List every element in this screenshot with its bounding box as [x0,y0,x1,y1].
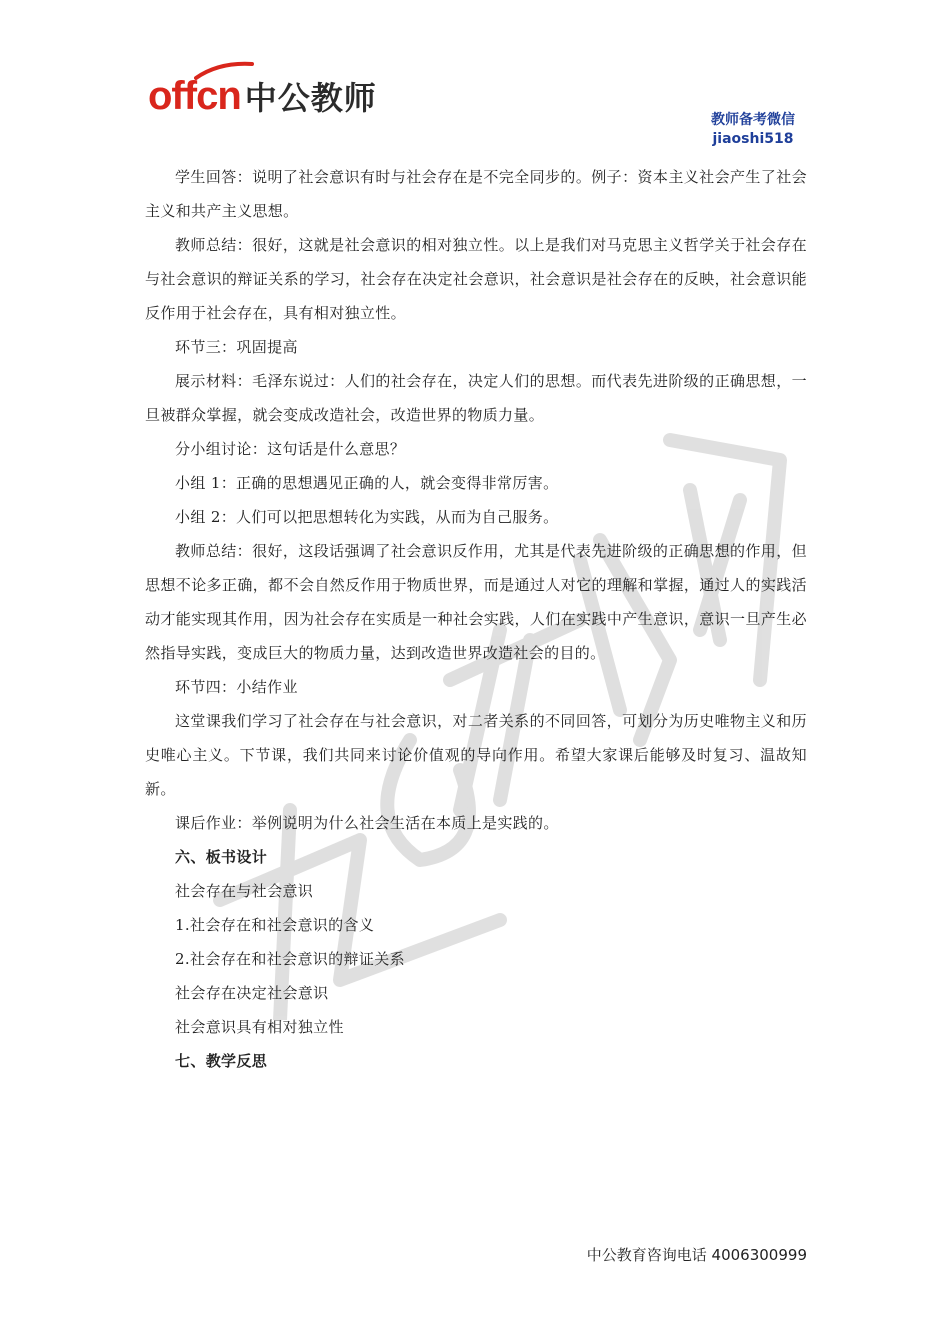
paragraph: 1.社会存在和社会意识的含义 [175,916,375,934]
document-body [145,160,807,1078]
paragraph: 社会存在决定社会意识 [175,984,329,1002]
wechat-label: 教师备考微信 [711,112,795,128]
offcn-logo [148,70,377,122]
logo-swoosh-icon [194,60,254,82]
logo-cn-text: 中公教师 [244,79,377,117]
wechat-info [711,111,795,149]
paragraph: 2.社会存在和社会意识的辩证关系 [175,950,405,968]
paragraph: 社会意识具有相对独立性 [175,1018,344,1036]
paragraph: 这堂课我们学习了社会存在与社会意识，对二者关系的不同回答，可划分为历史唯物主义和历史唯心主义。下节课，我们共同来讨论价值观的导向作用。希望大家课后能够及时复习、温故知新。 [145,712,807,798]
paragraph: 社会存在与社会意识 [175,882,314,900]
paragraph: 环节四：小结作业 [175,678,298,696]
paragraph: 环节三：巩固提高 [175,338,298,356]
paragraph: 展示材料：毛泽东说过：人们的社会存在，决定人们的思想。而代表先进阶级的正确思想，一旦被群众掌握，就会变成改造社会，改造世界的物质力量。 [145,372,807,424]
paragraph: 分小组讨论：这句话是什么意思？ [175,440,406,458]
paragraph: 小组 2：人们可以把思想转化为实践，从而为自己服务。 [175,508,559,526]
logo-latin-text: offcn [148,73,241,118]
paragraph: 小组 1：正确的思想遇见正确的人，就会变得非常厉害。 [175,474,559,492]
paragraph: 学生回答：说明了社会意识有时与社会存在是不完全同步的。例子：资本主义社会产生了社会主义和共产主义思想。 [145,168,807,220]
section-heading: 七、教学反思 [175,1052,268,1070]
section-heading: 六、板书设计 [175,848,268,866]
footer-contact: 中公教育咨询电话 4006300999 [586,1246,807,1264]
wechat-id: jiaoshi518 [712,131,794,147]
paragraph: 教师总结：很好，这就是社会意识的相对独立性。以上是我们对马克思主义哲学关于社会存在与社会意识的辩证关系的学习，社会存在决定社会意识，社会意识是社会存在的反映，社会意识能反作用于社会存在，具有相对独立性。 [145,236,807,322]
paragraph: 课后作业：举例说明为什么社会生活在本质上是实践的。 [175,814,559,832]
paragraph: 教师总结：很好，这段话强调了社会意识反作用，尤其是代表先进阶级的正确思想的作用，但思想不论多正确，都不会自然反作用于物质世界，而是通过人对它的理解和掌握，通过人的实践活动才能实现其作用，因为社会存在实质是一种社会实践，人们在实践中产生意识，意识一旦产生必然指导实践，变成巨大的物质力量，达到改造世界改造社会的目的。 [145,542,807,662]
